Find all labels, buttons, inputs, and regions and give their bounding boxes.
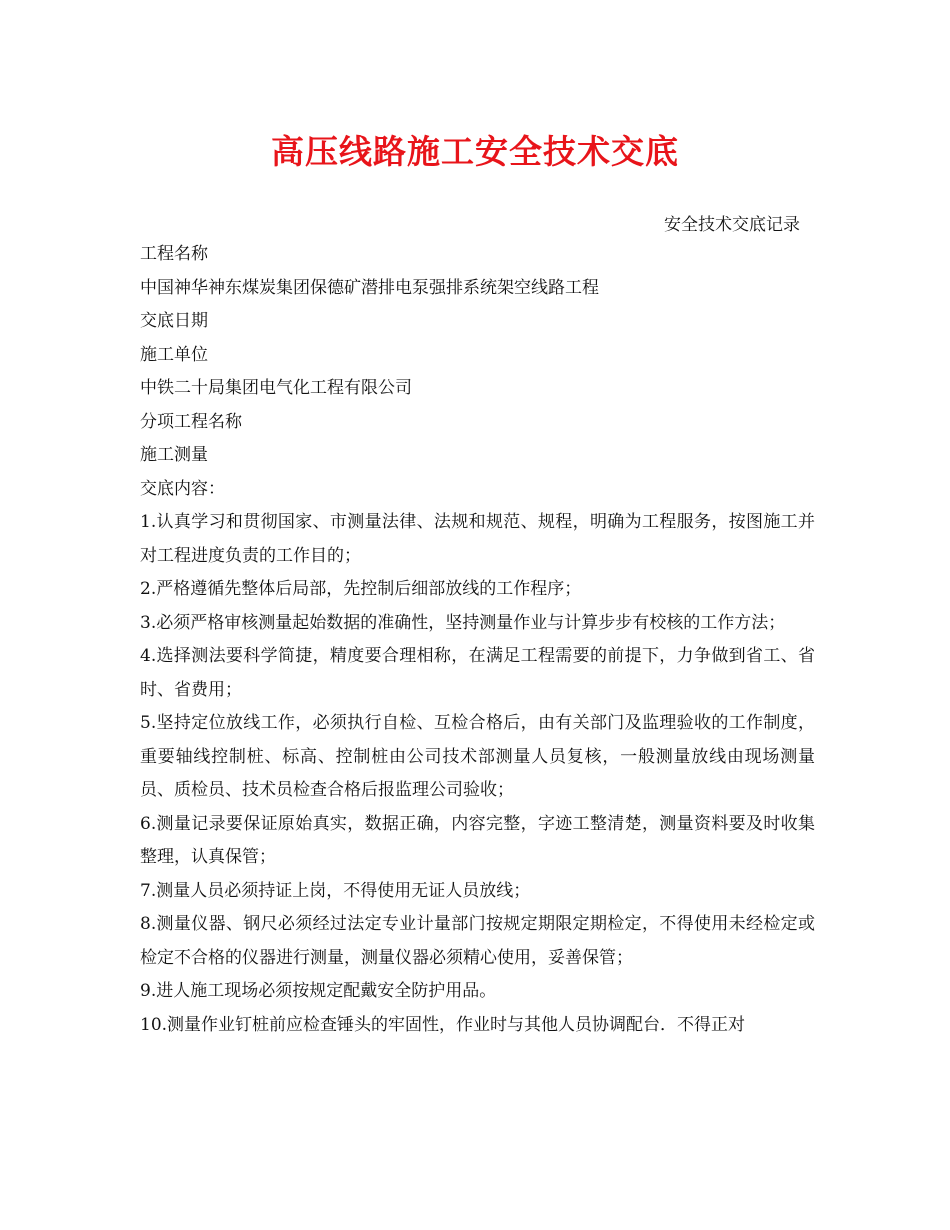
content-item-6: 6.测量记录要保证原始真实，数据正确，内容完整，字迹工整清楚，测量资料要及时收集整理，认真保管； [140, 813, 815, 867]
document-body [140, 238, 815, 1042]
content-item-3: 3.必须严格审核测量起始数据的准确性，坚持测量作业与计算步步有校核的工作方法； [140, 612, 786, 633]
field-value-sub-project-name: 施工测量 [140, 445, 208, 465]
content-item-1: 1.认真学习和贯彻国家、市测量法律、法规和规范、规程，明确为工程服务，按图施工并对工程进度负责的工作目的； [140, 512, 815, 566]
record-label: 安全技术交底记录 [664, 215, 800, 235]
field-label-handover-date: 交底日期 [140, 311, 208, 331]
field-value-construction-unit: 中铁二十局集团电气化工程有限公司 [140, 378, 412, 398]
field-label-project-name: 工程名称 [140, 244, 208, 264]
content-item-8: 8.测量仪器、钢尺必须经过法定专业计量部门按规定期限定期检定，不得使用未经检定或检定不合格的仪器进行测量，测量仪器必须精心使用，妥善保管； [140, 914, 815, 968]
content-item-2: 2.严格遵循先整体后局部，先控制后细部放线的工作程序； [140, 579, 582, 599]
content-item-10: 10.测量作业钉桩前应检查锤头的牢固性，作业时与其他人员协调配台．不得正对 [140, 1014, 746, 1035]
content-heading: 交底内容： [140, 478, 225, 499]
field-label-sub-project-name: 分项工程名称 [140, 411, 242, 432]
content-item-7: 7.测量人员必须持证上岗，不得使用无证人员放线； [140, 880, 531, 901]
content-item-9: 9.进人施工现场必须按规定配戴安全防护用品。 [140, 981, 497, 1001]
content-item-4: 4.选择测法要科学简捷，精度要合理相称，在满足工程需要的前提下，力争做到省工、省时、省费用； [140, 646, 815, 700]
document-title: 高压线路施工安全技术交底 [271, 132, 679, 171]
field-label-construction-unit: 施工单位 [140, 344, 208, 365]
field-value-project-name: 中国神华神东煤炭集团保德矿潜排电泵强排系统架空线路工程 [140, 277, 599, 298]
content-item-5: 5.坚持定位放线工作，必须执行自检、互检合格后，由有关部门及监理验收的工作制度，重要轴线控制桩、标高、控制桩由公司技术部测量人员复核，一般测量放线由现场测量员、质检员、技术员检查合格后报监理公司验收； [140, 713, 815, 800]
